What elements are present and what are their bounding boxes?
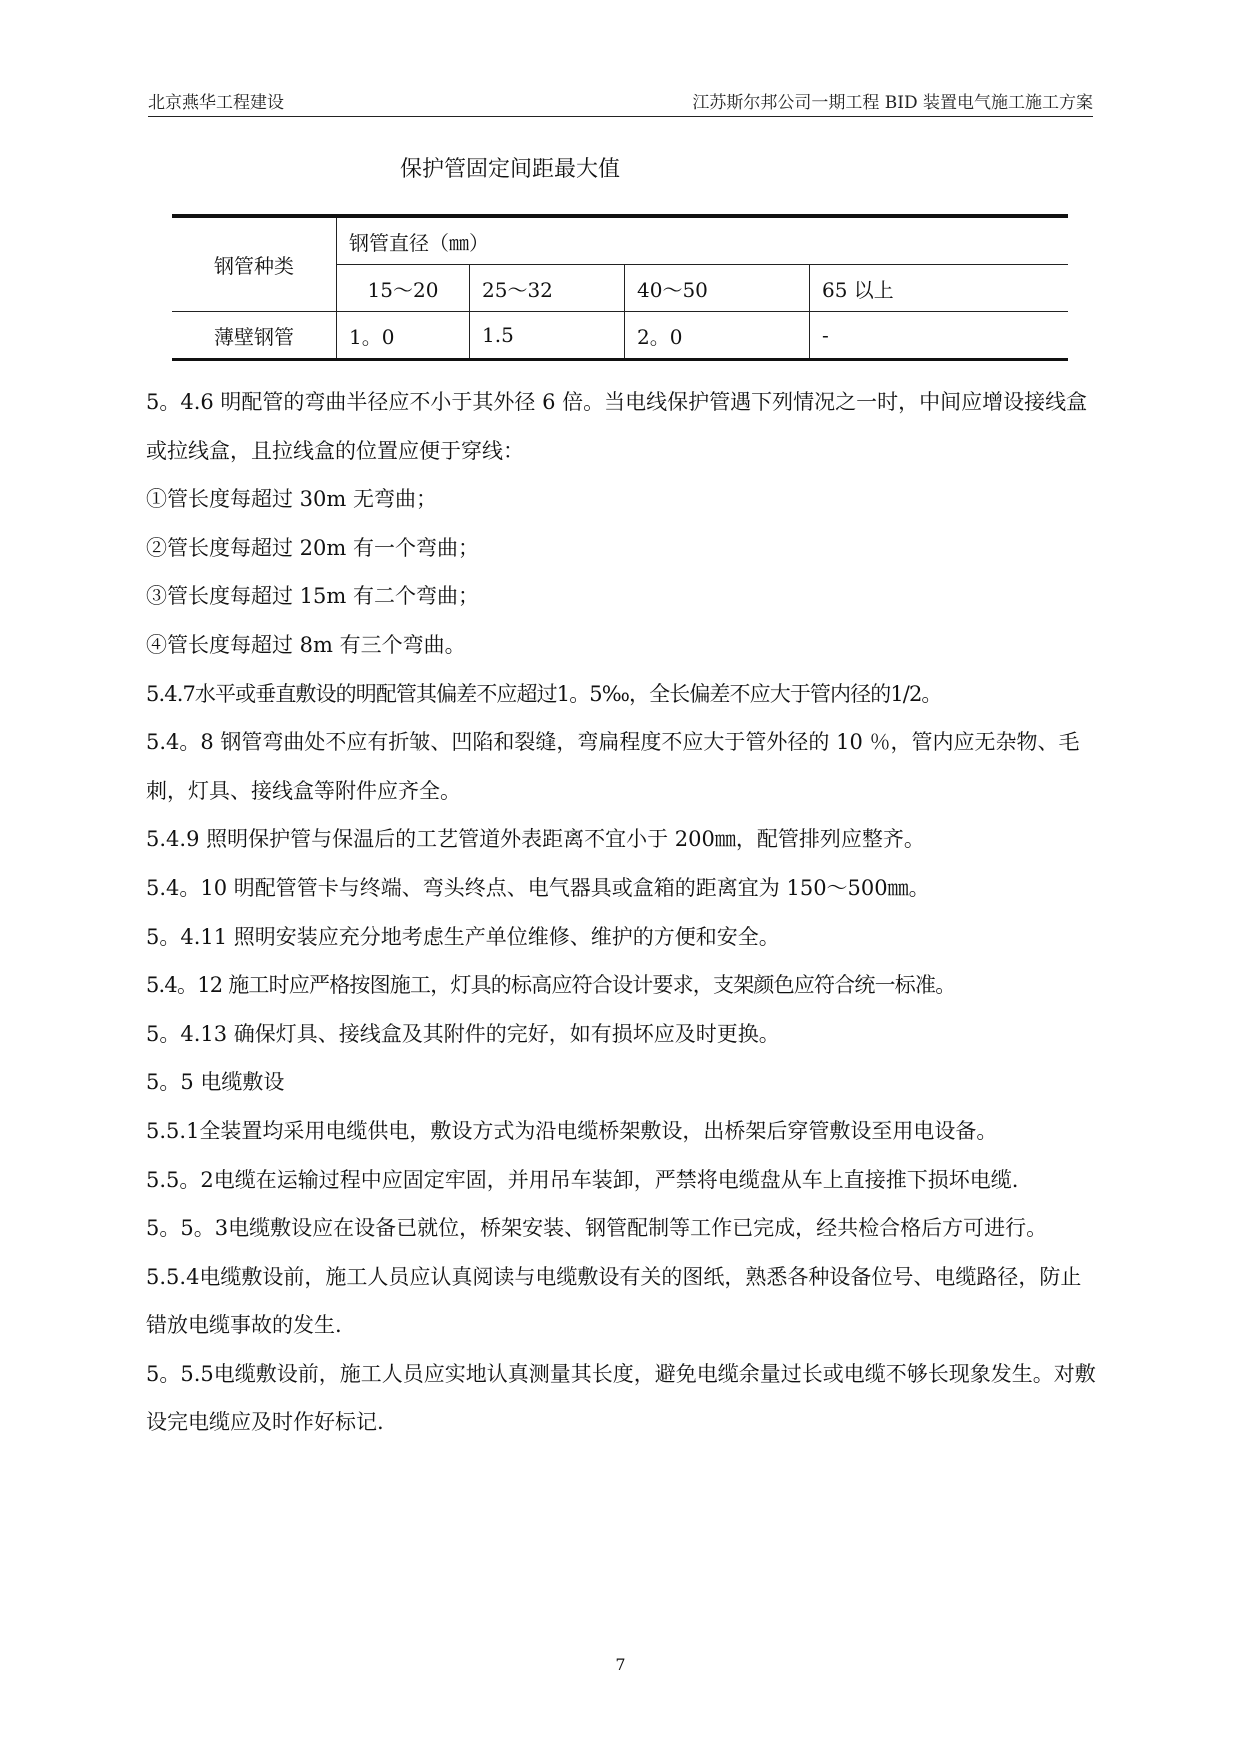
row-label: 薄壁钢管 [172,312,337,360]
paragraph: 5.4.7水平或垂直敷设的明配管其偏差不应超过1。5‰，全长偏差不应大于管内径的1/2。 [146,681,942,706]
table-cell: - [810,312,1069,360]
section-heading: 5。5 电缆敷设 [146,1070,285,1095]
table-cell: 1.5 [470,312,625,360]
paragraph: ①管长度每超过 30m 无弯曲； [146,487,437,512]
column-header: 15～20 [337,265,470,312]
paragraph: 5。4.13 确保灯具、接线盒及其附件的完好，如有损坏应及时更换。 [146,1021,780,1046]
paragraph: 5.5.1全装置均采用电缆供电，敷设方式为沿电缆桥架敷设，出桥架后穿管敷设至用电设备。 [146,1118,998,1143]
paragraph: 5.4。12 施工时应严格按图施工，灯具的标高应符合设计要求，支架颜色应符合统一标准。 [146,973,956,998]
paragraph: ②管长度每超过 20m 有一个弯曲； [146,535,479,560]
row-header-cell: 钢管种类 [172,216,337,312]
paragraph: 5.5.4电缆敷设前，施工人员应认真阅读与电缆敷设有关的图纸，熟悉各种设备位号、电缆路径，防止错放电缆事故的发生. [146,1264,1082,1338]
header-project-title: 江苏斯尔邦公司一期工程 BID 装置电气施工施工方案 [692,93,1093,113]
header-company: 北京燕华工程建设 [148,93,284,113]
body-text [146,378,1098,1447]
column-header: 40～50 [625,265,810,312]
table-cell: 1。0 [337,312,470,360]
table-title: 保护管固定间距最大值 [400,157,621,182]
paragraph: 5。5。3电缆敷设应在设备已就位，桥架安装、钢管配制等工作已完成，经共检合格后方可进行。 [146,1216,1048,1241]
page-header [148,88,1093,117]
paragraph: ③管长度每超过 15m 有二个弯曲； [146,584,479,609]
table-row [172,312,1068,360]
paragraph: 5。4.6 明配管的弯曲半径应不小于其外径 6 倍。当电线保护管遇下列情况之一时，中间应增设接线盒或拉线盒，且拉线盒的位置应便于穿线： [146,390,1088,463]
page-number: 7 [615,1655,626,1674]
paragraph: 5.4。8 钢管弯曲处不应有折皱、凹陷和裂缝，弯扁程度不应大于管外径的 10 ％，管内应无杂物、毛刺，灯具、接线盒等附件应齐全。 [146,730,1080,803]
paragraph: 5.4。10 明配管管卡与终端、弯头终点、电气器具或盒箱的距离宜为 150～500㎜。 [146,875,930,900]
table-header-row [172,216,1068,265]
table-cell: 2。0 [625,312,810,360]
column-header: 25～32 [470,265,625,312]
paragraph: 5.5。2电缆在运输过程中应固定牢固，并用吊车装卸，严禁将电缆盘从车上直接推下损坏电缆. [146,1167,1019,1192]
column-header: 65 以上 [810,265,1069,312]
spacing-table [172,214,1068,361]
paragraph: ④管长度每超过 8m 有三个弯曲。 [146,632,466,657]
group-header-cell: 钢管直径（㎜） [337,216,1069,265]
paragraph: 5。5.5电缆敷设前，施工人员应实地认真测量其长度，避免电缆余量过长或电缆不够长现象发生。对敷设完电缆应及时作好标记. [146,1361,1096,1435]
paragraph: 5。4.11 照明安装应充分地考虑生产单位维修、维护的方便和安全。 [146,924,780,949]
paragraph: 5.4.9 照明保护管与保温后的工艺管道外表距离不宜小于 200㎜，配管排列应整齐。 [146,827,925,852]
